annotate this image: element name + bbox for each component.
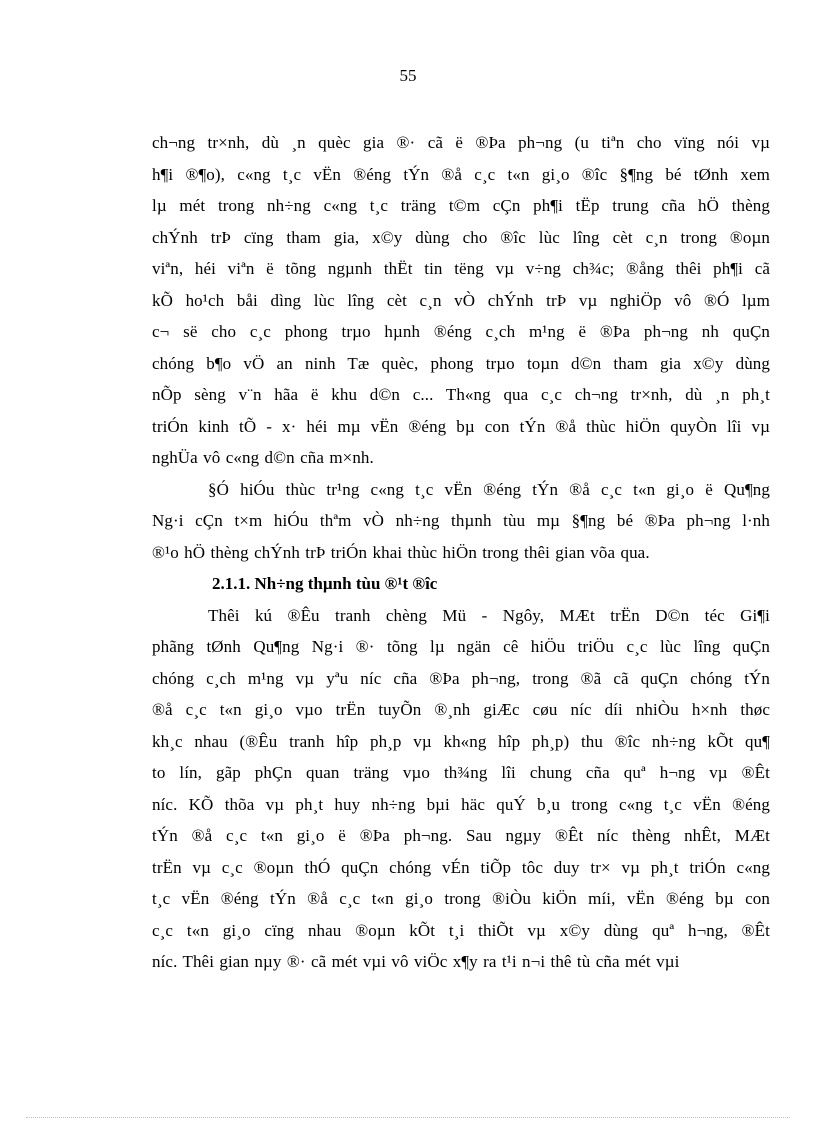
- text-line: kÕ ho¹ch båi dìng lùc lîng cèt c¸n vÒ chÝnh trÞ vµ nghiÖp vô ®Ó lµm: [152, 290, 770, 310]
- text-line: Ng·i cÇn t×m hiÓu thªm vÒ nh÷ng thµnh tùu mµ §¶ng bé ®Þa ph¬ng l·nh: [152, 511, 770, 530]
- text-line: lµ mét trong nh÷ng c«ng t¸c träng t©m cÇn ph¶i tËp trung cña hÖ thèng: [152, 196, 770, 215]
- document-body: [152, 127, 770, 978]
- text-line: nghÜa vô c«ng d©n cña m×nh.: [152, 448, 374, 467]
- text-line: trËn vµ c¸c ®oµn thÓ quÇn chóng vÉn tiÕp tôc duy tr× vµ ph¸t triÓn c«ng: [152, 857, 770, 877]
- text-line: h¶i ®¶o), c«ng t¸c vËn ®éng tÝn ®å c¸c t«n gi¸o ®îc §¶ng bé tØnh xem: [152, 164, 770, 184]
- page-number: 55: [399, 66, 417, 85]
- text-line: to lín, gãp phÇn quan träng vµo th¾ng lîi chung cña quª h¬ng vµ ®Êt: [152, 763, 770, 782]
- paragraph-2: [152, 474, 770, 569]
- text-line: viªn, héi viªn ë tõng ngµnh thËt tin tëng vµ v÷ng ch¾c; ®ång thêi ph¶i cã: [152, 259, 770, 278]
- text-line: chóng c¸ch m¹ng vµ yªu níc cña ®Þa ph¬ng, trong ®ã cã quÇn chóng tÝn: [152, 668, 770, 688]
- text-line: níc. Thêi gian nµy ®· cã mét vµi vô viÖc x¶y ra t¹i n¬i thê tù cña mét vµi: [152, 952, 680, 971]
- page-bottom-border: [26, 1117, 790, 1118]
- text-line: §Ó hiÓu thùc tr¹ng c«ng t¸c vËn ®éng tÝn ®å c¸c t«n gi¸o ë Qu¶ng: [208, 479, 770, 499]
- text-line: phãng tØnh Qu¶ng Ng·i ®· tõng lµ ngän cê hiÖu triÖu c¸c lùc lîng quÇn: [152, 637, 770, 656]
- text-line: níc. KÕ thõa vµ ph¸t huy nh÷ng bµi häc quÝ b¸u trong c«ng t¸c vËn ®éng: [152, 794, 770, 814]
- text-line: triÓn kinh tÕ - x· héi mµ vËn ®éng bµ con tÝn ®å thùc hiÖn quyÒn lîi vµ: [152, 416, 770, 436]
- text-line: chÝnh trÞ cïng tham gia, x©y dùng cho ®îc lùc lîng cèt c¸n trong ®oµn: [152, 227, 770, 247]
- text-line: ®¹o hÖ thèng chÝnh trÞ triÓn khai thùc hiÖn trong thêi gian võa qua.: [152, 542, 650, 562]
- text-line: c¬ së cho c¸c phong trµo hµnh ®éng c¸ch m¹ng ë ®Þa ph¬ng nh quÇn: [152, 322, 770, 341]
- text-line: nÕp sèng v¨n hãa ë khu d©n c... Th«ng qua c¸c ch¬ng tr×nh, dù ¸n ph¸t: [152, 385, 770, 404]
- text-line: chóng b¶o vÖ an ninh Tæ quèc, phong trµo toµn d©n tham gia x©y dùng: [152, 353, 770, 373]
- paragraph-1: [152, 127, 770, 474]
- paragraph-3: [152, 600, 770, 978]
- text-line: kh¸c nhau (®Êu tranh hîp ph¸p vµ kh«ng hîp ph¸p) thu ®îc nh÷ng kÕt qu¶: [152, 731, 770, 751]
- text-line: t¸c vËn ®éng tÝn ®å c¸c t«n gi¸o trong ®iÒu kiÖn míi, vËn ®éng bµ con: [152, 889, 770, 908]
- section-heading: 2.1.1. Nh÷ng thµnh tùu ®¹t ®îc: [212, 574, 438, 593]
- text-line: ®å c¸c t«n gi¸o vµo trËn tuyÕn ®¸nh giÆc cøu níc díi nhiÒu h×nh thøc: [152, 700, 770, 719]
- text-line: Thêi kú ®Êu tranh chèng Mü - Ngôy, MÆt trËn D©n téc Gi¶i: [208, 605, 770, 625]
- text-line: tÝn ®å c¸c t«n gi¸o ë ®Þa ph¬ng. Sau ngµy ®Êt níc thèng nhÊt, MÆt: [152, 826, 770, 845]
- text-line: ch¬ng tr×nh, dù ¸n quèc gia ®· cã ë ®Þa ph¬ng (u tiªn cho vïng nói vµ: [152, 133, 770, 152]
- text-line: c¸c t«n gi¸o cïng nhau ®oµn kÕt t¸i thiÕt vµ x©y dùng quª h¬ng, ®Êt: [152, 920, 770, 940]
